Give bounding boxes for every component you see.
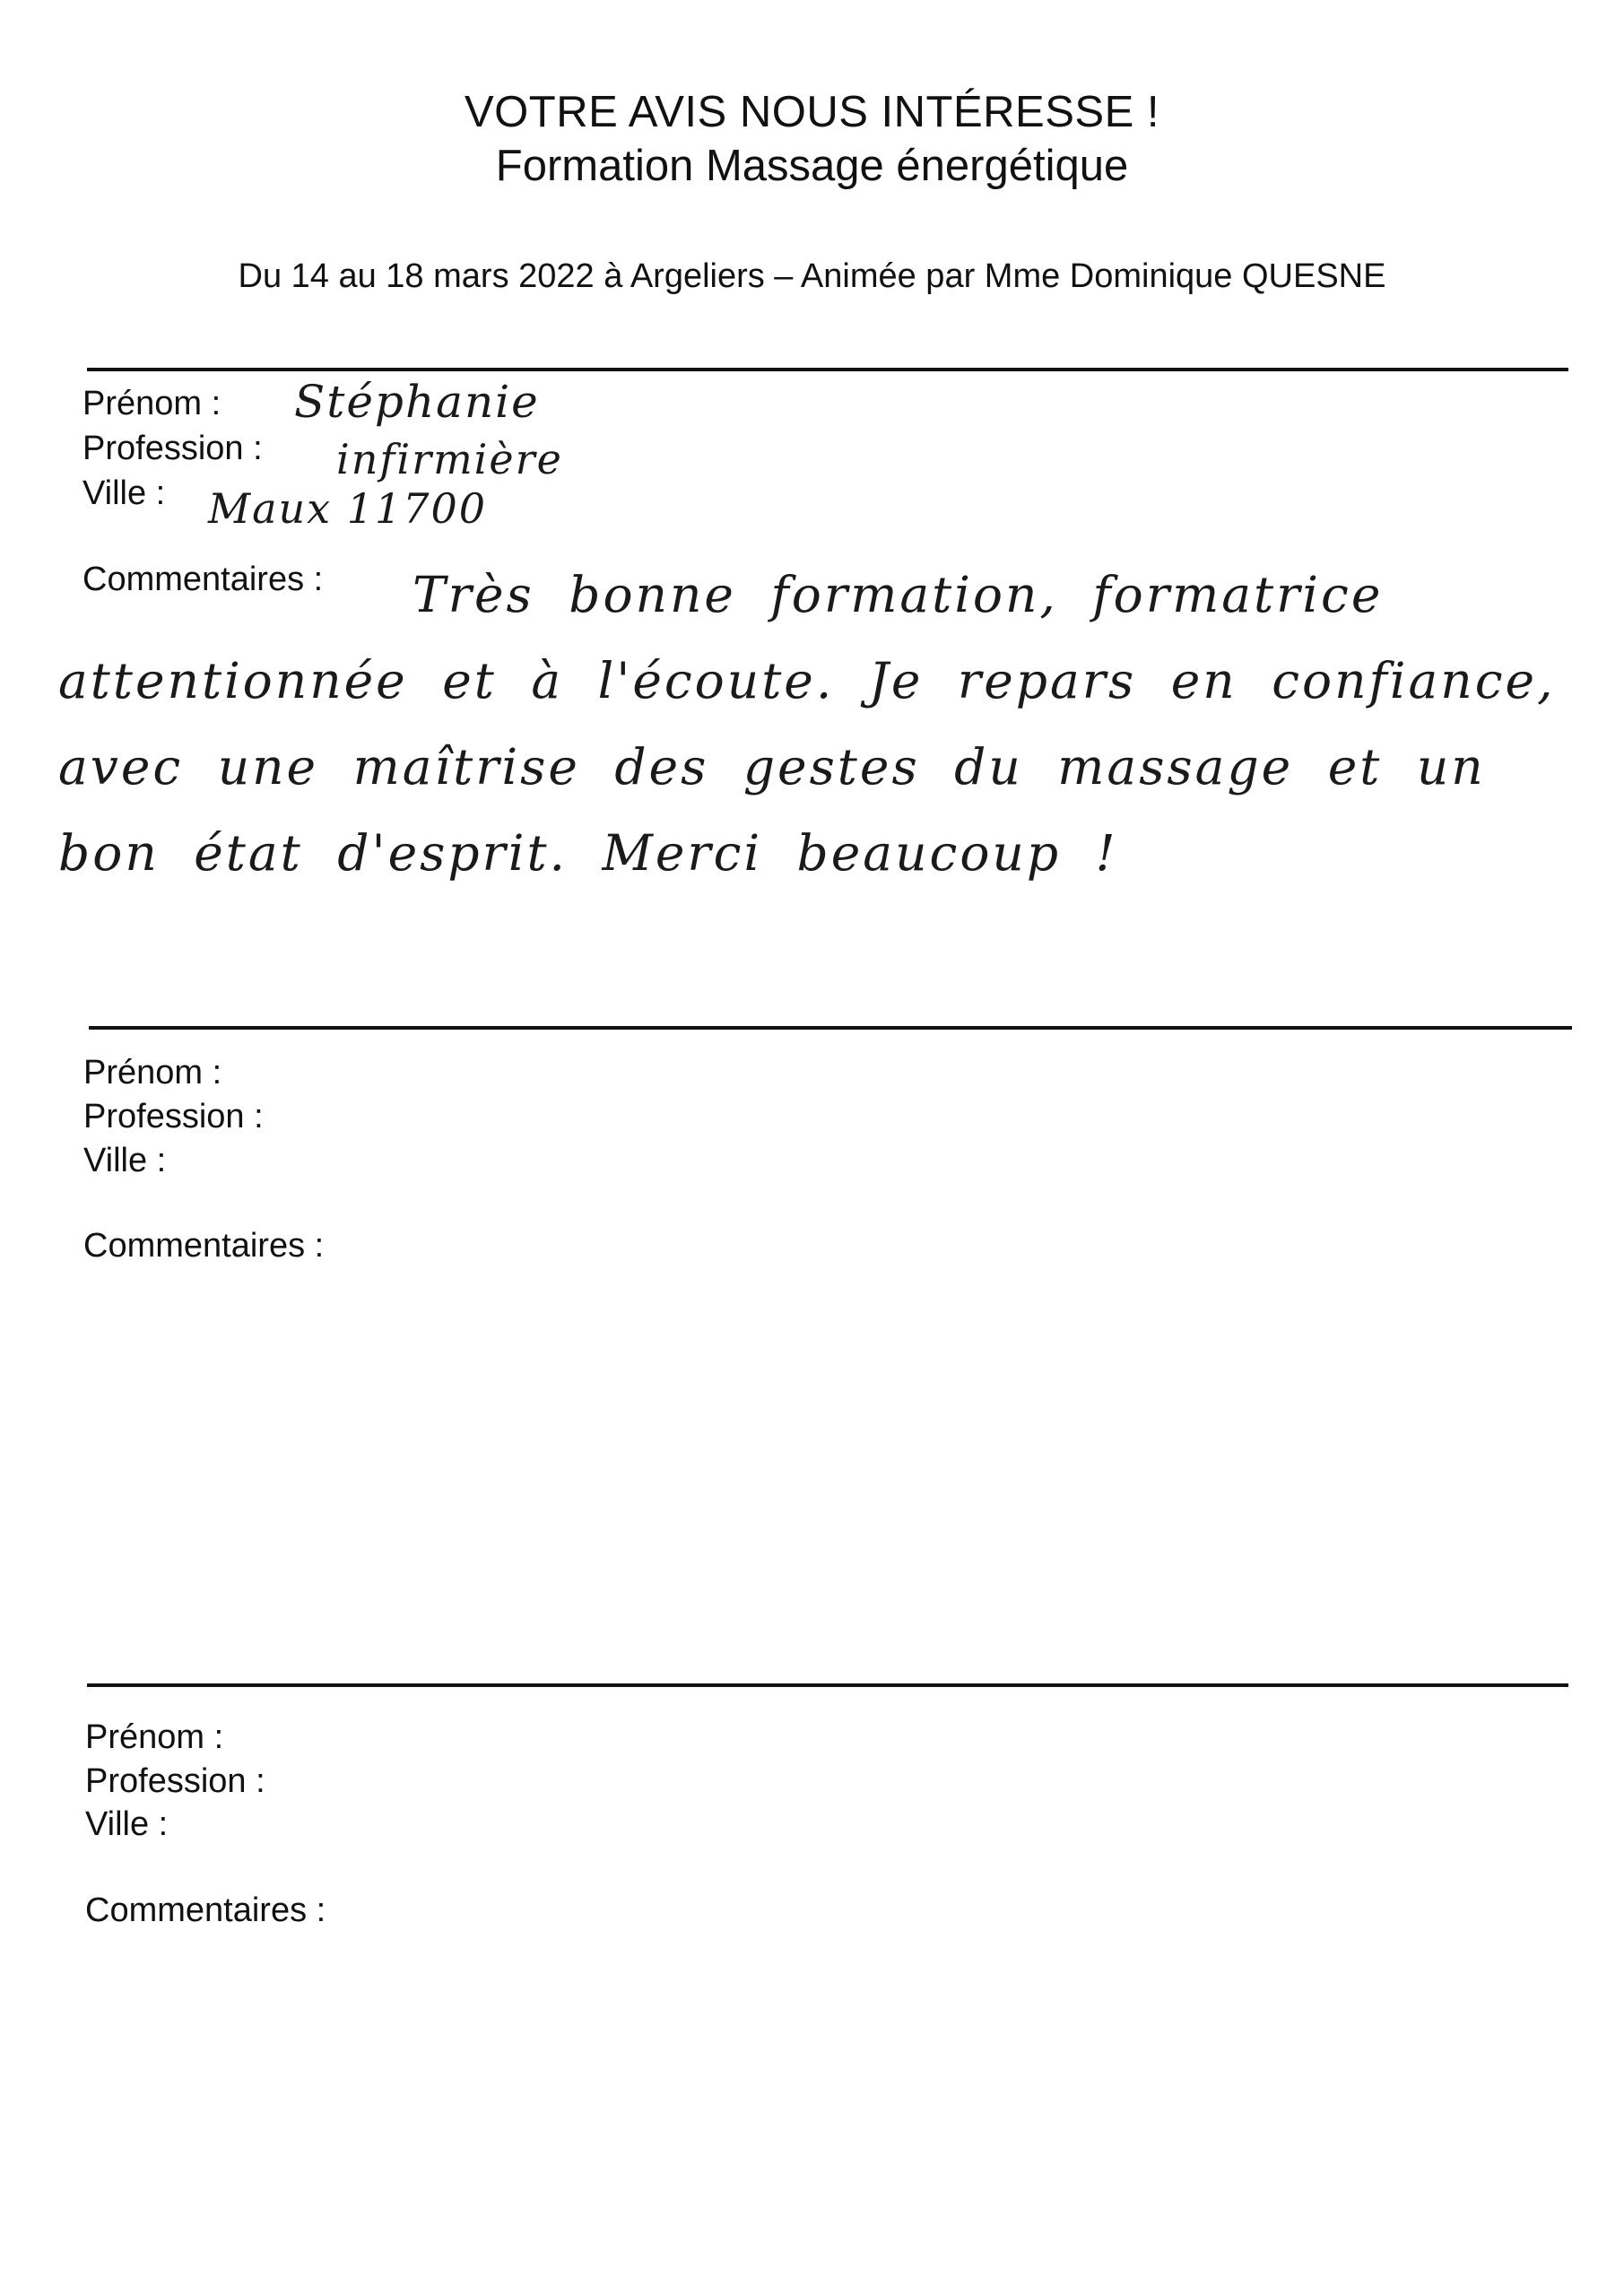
profession-label-2: Profession : <box>83 1098 264 1135</box>
section-divider-3 <box>87 1683 1568 1687</box>
profession-value-1: infirmière <box>336 435 563 483</box>
ville-label-1: Ville : <box>83 474 166 512</box>
prenom-label-2: Prénom : <box>83 1054 222 1091</box>
profession-label-3: Profession : <box>85 1762 265 1800</box>
commentaires-label-3: Commentaires : <box>85 1892 326 1929</box>
form-subtitle: Formation Massage énergétique <box>495 142 1129 190</box>
prenom-value-1: Stéphanie <box>294 376 540 428</box>
comment-value-1: Très bonne formation, formatrice attentionnée et à l'écoute. Je repars en confiance, avec une maîtrise des gestes du massage et un bon état d'esprit. Merci beaucoup ! <box>58 566 1556 882</box>
ville-value-1: Maux 11700 <box>208 484 488 533</box>
commentaires-label-2: Commentaires : <box>83 1227 325 1265</box>
section-divider-2 <box>89 1026 1572 1030</box>
commentaires-label-1: Commentaires : <box>83 561 324 598</box>
prenom-label-3: Prénom : <box>85 1718 224 1756</box>
ville-label-2: Ville : <box>83 1142 167 1179</box>
session-details: Du 14 au 18 mars 2022 à Argeliers – Animée par Mme Dominique QUESNE <box>238 257 1386 295</box>
section-divider-1 <box>87 368 1568 371</box>
form-header <box>0 85 1624 193</box>
form-title: VOTRE AVIS NOUS INTÉRESSE ! <box>465 88 1159 136</box>
prenom-label-1: Prénom : <box>83 385 221 422</box>
profession-label-1: Profession : <box>83 430 263 467</box>
ville-label-3: Ville : <box>85 1805 169 1843</box>
